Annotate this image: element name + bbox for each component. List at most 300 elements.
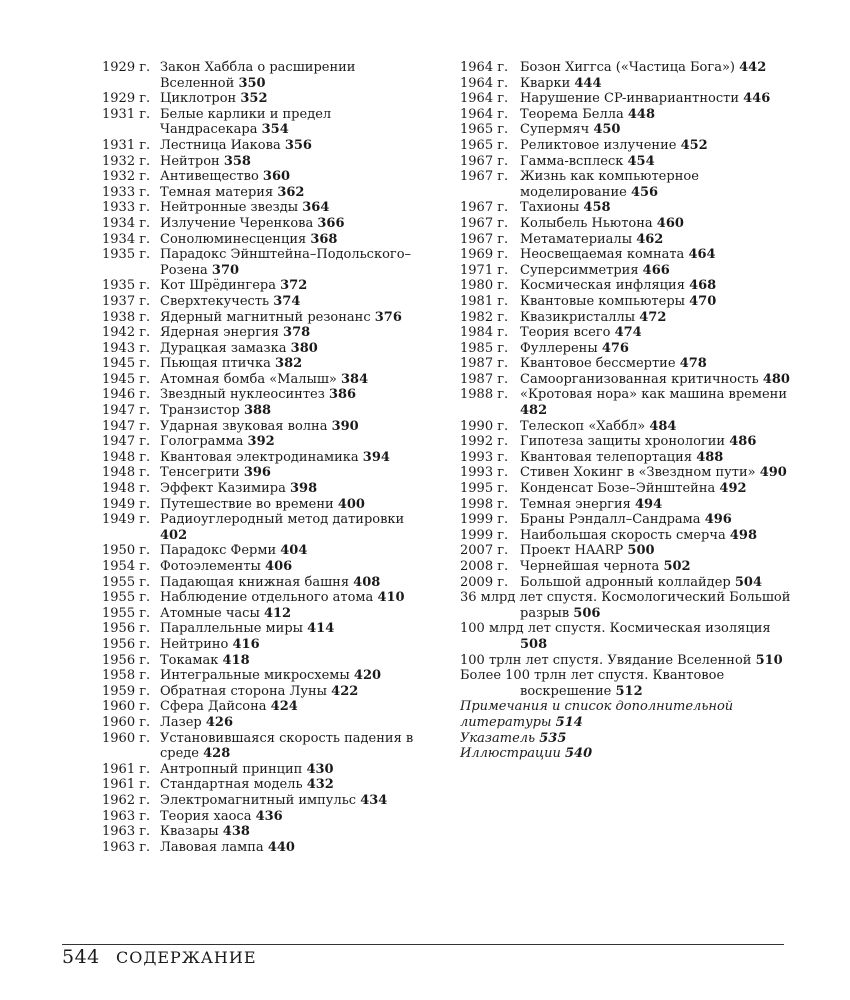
entry-title-text: Антропный принцип: [160, 761, 303, 777]
toc-entry: [460, 465, 800, 481]
entry-page: 376: [374, 309, 402, 325]
entry-page: 414: [307, 621, 335, 637]
entry-title: [160, 419, 432, 435]
entry-title: [520, 200, 800, 216]
toc-entry: [460, 169, 800, 200]
entry-page: 502: [663, 559, 691, 574]
entry-title: [460, 621, 800, 652]
entry-title-text: Супермяч: [520, 122, 590, 138]
toc-entry: [102, 543, 432, 559]
toc-entry: [460, 575, 800, 591]
entry-page: 472: [639, 309, 667, 325]
toc-entry: [460, 450, 800, 466]
entry-year: 1987 г.: [460, 356, 509, 372]
entry-title-text: Самоорганизованная критичность: [520, 371, 759, 387]
entry-title-text: Квазикристаллы: [520, 309, 636, 325]
entry-year: 1981 г.: [460, 293, 509, 309]
entry-page: 428: [203, 746, 231, 762]
entry-title: [160, 731, 432, 762]
entry-year: 1963 г.: [102, 839, 151, 855]
entry-year: 1929 г.: [102, 91, 151, 107]
entry-title: [160, 450, 432, 466]
toc-entry: [460, 653, 800, 669]
entry-year: 1964 г.: [460, 106, 509, 122]
entry-title-text: Путешествие во времени: [160, 496, 334, 512]
entry-year: 1955 г.: [102, 590, 151, 606]
entry-year: 1992 г.: [460, 434, 509, 450]
entry-page: 404: [280, 543, 308, 559]
toc-entry: [460, 232, 800, 248]
toc-entry: [102, 341, 432, 357]
entry-year: 1999 г.: [460, 527, 509, 543]
entry-page: 482: [520, 403, 548, 419]
entry-year: 1985 г.: [460, 340, 509, 356]
entry-title: [160, 777, 432, 793]
entry-year: 1980 г.: [460, 278, 509, 294]
entry-year: 1935 г.: [102, 278, 151, 294]
entry-title-text: «Кротовая нора» как машина времени: [520, 387, 787, 403]
toc-entry: [102, 699, 432, 715]
toc-entry: [460, 76, 800, 92]
entry-title: [520, 91, 800, 107]
entry-year: 1954 г.: [102, 559, 151, 574]
entry-title-text: Квантовые компьютеры: [520, 293, 685, 309]
entry-year: 1967 г.: [460, 200, 509, 216]
toc-entry: [460, 341, 800, 357]
entry-page: 388: [243, 403, 272, 419]
toc-entry: [102, 793, 432, 809]
toc-entry: [460, 60, 800, 76]
entry-page: 366: [317, 215, 345, 231]
entry-title: [160, 543, 432, 559]
toc-entry: [102, 715, 432, 731]
entry-title-text: Эффект Казимира: [160, 481, 286, 497]
entry-title-text: Транзистор: [160, 403, 240, 419]
entry-title: [520, 575, 800, 591]
entry-title-text: Токамак: [160, 652, 219, 668]
entry-year: 1933 г.: [102, 184, 151, 200]
entry-year: 1933 г.: [102, 200, 151, 216]
entry-title: [520, 216, 800, 232]
entry-page: 496: [704, 512, 732, 528]
entry-title-text: Радиоуглеродный метод датировки: [160, 512, 405, 528]
entry-title-text: Теорема Белла: [520, 106, 624, 122]
toc-entry: [460, 543, 800, 559]
entry-page: 396: [243, 465, 271, 481]
entry-title-text: Лестница Иакова: [160, 137, 281, 153]
entry-year: 1949 г.: [102, 496, 151, 512]
footer-rule: [62, 944, 784, 945]
entry-title: [160, 481, 432, 497]
entry-title-text: Наибольшая скорость смерча: [520, 527, 726, 543]
entry-title-text: Квазары: [160, 824, 219, 840]
entry-title-text: Теория всего: [520, 325, 611, 341]
entry-title: [520, 122, 800, 138]
entry-year: 1959 г.: [102, 683, 151, 699]
toc-entry: [460, 247, 800, 263]
entry-title: [160, 200, 432, 216]
toc-entry: [102, 387, 432, 403]
entry-title: [520, 465, 800, 481]
entry-title-text: Большой адронный коллайдер: [520, 574, 731, 590]
toc-entry: [460, 419, 800, 435]
entry-title: [520, 138, 800, 154]
entry-title-text: Неосвещаемая комната: [520, 247, 685, 263]
entry-year: 1958 г.: [102, 668, 151, 684]
toc-entry: [460, 434, 800, 450]
entry-title-text: Дурацкая замазка: [160, 340, 287, 356]
entry-title: [160, 294, 432, 310]
toc-column-left: [102, 60, 432, 855]
toc-entry: [102, 434, 432, 450]
entry-title-text: Парадокс Эйнштейна–Подольского–Розена: [160, 247, 412, 278]
entry-title-text: Атомная бомба «Малыш»: [160, 371, 337, 387]
entry-page: 464: [688, 247, 716, 263]
entry-title: [160, 824, 432, 840]
entry-title: [160, 372, 432, 388]
toc-entry: [460, 559, 800, 575]
entry-title-text: Конденсат Бозе–Эйнштейна: [520, 481, 716, 497]
entry-page: 462: [636, 231, 664, 247]
entry-title: [160, 91, 432, 107]
entry-title-text: 100 млрд лет спустя. Космическая изоляция: [460, 621, 771, 637]
entry-year: 1929 г.: [102, 60, 151, 75]
entry-page: 380: [290, 340, 318, 356]
entry-year: 1956 г.: [102, 652, 151, 668]
toc-entry: [460, 497, 800, 513]
toc-entry: [460, 325, 800, 341]
entry-title: [160, 668, 432, 684]
toc-entry: [460, 294, 800, 310]
entry-page: 474: [614, 325, 642, 341]
entry-title: [160, 310, 432, 326]
entry-title-text: Жизнь как компьютерное моделирование: [520, 169, 699, 200]
entry-page: 540: [564, 746, 593, 762]
toc-entry: [460, 387, 800, 418]
entry-year: 1988 г.: [460, 387, 509, 403]
entry-title: [160, 559, 432, 575]
entry-page: 438: [222, 824, 250, 840]
entry-title-text: Колыбель Ньютона: [520, 215, 653, 231]
entry-year: 1964 г.: [460, 60, 509, 75]
entry-year: 1967 г.: [460, 169, 509, 185]
entry-year: 1964 г.: [460, 91, 509, 107]
entry-year: 1931 г.: [102, 137, 151, 153]
entry-page: 370: [211, 262, 240, 278]
entry-title: [160, 575, 432, 591]
entry-page: 444: [574, 75, 602, 91]
entry-title-text: Нейтрон: [160, 153, 220, 169]
entry-year: 1964 г.: [460, 75, 509, 91]
entry-year: 2008 г.: [460, 559, 509, 574]
entry-title: [160, 809, 432, 825]
entry-title: [520, 325, 800, 341]
entry-year: 1990 г.: [460, 418, 509, 434]
entry-title: [160, 278, 432, 294]
entry-page: 400: [337, 496, 365, 512]
entry-title: [520, 559, 800, 575]
entry-title: [160, 60, 432, 91]
entry-page: 374: [273, 293, 301, 309]
entry-title-text: Лазер: [160, 714, 202, 730]
entry-title: [520, 434, 800, 450]
entry-title: [160, 840, 432, 856]
entry-page: 416: [232, 636, 260, 652]
entry-page: 508: [520, 636, 548, 652]
page-footer: [62, 946, 257, 968]
entry-page: 382: [275, 356, 303, 372]
entry-title-text: Пьющая птичка: [160, 356, 271, 372]
page-number: 544: [62, 946, 100, 968]
toc-entry: [102, 481, 432, 497]
entry-title: [160, 154, 432, 170]
entry-year: 1982 г.: [460, 309, 509, 325]
toc-entry: [460, 356, 800, 372]
entry-year: 1971 г.: [460, 262, 509, 278]
entry-title-text: Обратная сторона Луны: [160, 683, 328, 699]
entry-title-text: Белые карлики и предел Чандрасекара: [160, 106, 332, 138]
entry-page: 448: [627, 106, 655, 122]
toc-entry: [460, 746, 800, 762]
toc-entry: [102, 450, 432, 466]
toc-entry: [460, 263, 800, 279]
toc-entry: [102, 310, 432, 326]
entry-page: 362: [277, 184, 305, 200]
entry-title: [160, 341, 432, 357]
entry-title: [520, 419, 800, 435]
entry-title-text: Телескоп «Хаббл»: [520, 418, 646, 434]
entry-title: [520, 232, 800, 248]
entry-page: 440: [267, 839, 295, 855]
entry-title: [160, 637, 432, 653]
entry-page: 478: [679, 356, 707, 372]
toc-entry: [460, 122, 800, 138]
entry-title-text: Падающая книжная башня: [160, 574, 350, 590]
entry-year: 1948 г.: [102, 449, 151, 465]
entry-page: 360: [262, 169, 291, 185]
toc-entry: [102, 590, 432, 606]
toc-entry: [460, 200, 800, 216]
entry-title: [520, 450, 800, 466]
entry-page: 430: [306, 761, 334, 777]
entry-title-text: Закон Хаббла о расширении Вселенной: [160, 60, 356, 91]
entry-year: 1999 г.: [460, 512, 509, 528]
entry-year: 1961 г.: [102, 761, 151, 777]
entry-page: 392: [247, 434, 275, 450]
entry-page: 510: [755, 652, 783, 668]
entry-year: 1949 г.: [102, 512, 151, 528]
entry-title-text: Тенсегрити: [160, 465, 240, 481]
entry-title-text: Установившаяся скорость падения в среде: [160, 730, 414, 762]
entry-page: 504: [734, 574, 762, 590]
entry-title: [160, 653, 432, 669]
toc-entry: [102, 325, 432, 341]
toc-entry: [102, 777, 432, 793]
entry-year: 1993 г.: [460, 449, 509, 465]
entry-page: 500: [627, 543, 655, 559]
toc-entry: [102, 606, 432, 622]
entry-page: 514: [555, 714, 583, 730]
entry-title-text: 36 млрд лет спустя. Космологический Большой разрыв: [460, 590, 791, 621]
entry-title: [520, 263, 800, 279]
entry-title: [520, 278, 800, 294]
entry-page: 394: [362, 449, 390, 465]
entry-year: 2009 г.: [460, 574, 509, 590]
entry-title: [160, 512, 432, 543]
entry-title: [520, 107, 800, 123]
entry-title: [520, 154, 800, 170]
entry-title-text: Чернейшая чернота: [520, 559, 660, 574]
entry-title-text: Иллюстрации: [460, 746, 561, 762]
entry-title-text: Излучение Черенкова: [160, 215, 314, 231]
toc-entry: [460, 590, 800, 621]
entry-title: [520, 387, 800, 418]
entry-title: [160, 793, 432, 809]
entry-year: 1945 г.: [102, 371, 151, 387]
entry-year: 1942 г.: [102, 325, 151, 341]
entry-title: [460, 590, 800, 621]
toc-entry: [460, 699, 800, 730]
entry-page: 372: [280, 278, 308, 294]
entry-page: 412: [263, 605, 292, 621]
entry-title-text: Стандартная модель: [160, 777, 303, 793]
entry-title-text: Квантовая телепортация: [520, 449, 693, 465]
entry-year: 1963 г.: [102, 808, 151, 824]
entry-page: 466: [642, 262, 670, 278]
toc-entry: [102, 356, 432, 372]
toc-entry: [102, 403, 432, 419]
entry-title-text: Темная энергия: [520, 496, 631, 512]
entry-page: 436: [255, 808, 283, 824]
entry-title: [160, 434, 432, 450]
entry-year: 1969 г.: [460, 247, 509, 263]
toc-entry: [460, 310, 800, 326]
toc-entry: [102, 621, 432, 637]
entry-title-text: Нейтрино: [160, 636, 229, 652]
entry-page: 460: [656, 215, 684, 231]
entry-page: 494: [635, 496, 663, 512]
entry-title: [520, 512, 800, 528]
entry-title: [160, 684, 432, 700]
entry-title: [520, 310, 800, 326]
toc-entry: [460, 731, 800, 747]
entry-title-text: Кот Шрёдингера: [160, 278, 276, 294]
entry-title: [160, 465, 432, 481]
entry-page: 486: [729, 434, 757, 450]
entry-page: 408: [353, 574, 381, 590]
entry-title-text: Реликтовое излучение: [520, 137, 677, 153]
toc-entry: [102, 91, 432, 107]
entry-page: 490: [759, 465, 787, 481]
entry-title: [160, 606, 432, 622]
entry-title: [160, 169, 432, 185]
entry-title: [520, 76, 800, 92]
entry-year: 2007 г.: [460, 543, 509, 559]
entry-title: [520, 481, 800, 497]
entry-title-text: Лавовая лампа: [160, 839, 264, 855]
entry-page: 378: [283, 325, 311, 341]
entry-page: 390: [331, 418, 359, 434]
entry-page: 442: [739, 60, 767, 75]
entry-title: [460, 653, 800, 669]
entry-title-text: Ядерный магнитный резонанс: [160, 309, 371, 325]
entry-page: 406: [265, 559, 293, 574]
toc-entry: [102, 824, 432, 840]
entry-page: 356: [284, 137, 312, 153]
entry-title: [520, 341, 800, 357]
entry-title-text: Циклотрон: [160, 91, 237, 107]
entry-year: 1948 г.: [102, 465, 151, 481]
entry-title-text: Теория хаоса: [160, 808, 252, 824]
entry-title-text: Гамма-всплеск: [520, 153, 624, 169]
entry-year: 1955 г.: [102, 605, 151, 621]
entry-title-text: Нарушение CP-инвариантности: [520, 91, 739, 107]
entry-title-text: Ядерная энергия: [160, 325, 279, 341]
entry-title-text: Квантовая электродинамика: [160, 449, 359, 465]
entry-title-text: Антивещество: [160, 169, 259, 185]
toc-entry: [460, 278, 800, 294]
entry-page: 352: [240, 91, 268, 107]
entry-title: [160, 762, 432, 778]
entry-title: [160, 247, 432, 278]
toc-entry: [102, 668, 432, 684]
toc-entry: [460, 621, 800, 652]
entry-page: 454: [627, 153, 655, 169]
toc-entry: [102, 247, 432, 278]
entry-title: [160, 403, 432, 419]
entry-year: 1995 г.: [460, 481, 509, 497]
entry-page: 506: [573, 605, 601, 621]
entry-page: 386: [328, 387, 357, 403]
toc-entry: [102, 419, 432, 435]
toc-entry: [102, 637, 432, 653]
entry-page: 480: [762, 371, 790, 387]
entry-year: 1967 г.: [460, 231, 509, 247]
entry-title-text: Парадокс Ферми: [160, 543, 277, 559]
entry-page: 420: [353, 668, 382, 684]
entry-title-text: Тахионы: [520, 200, 580, 216]
entry-title-text: Ударная звуковая волна: [160, 418, 328, 434]
entry-title-text: Атомные часы: [160, 605, 260, 621]
entry-title-text: Фотоэлементы: [160, 559, 261, 574]
toc-entry: [102, 138, 432, 154]
entry-title-text: Сонолюминесценция: [160, 231, 307, 247]
entry-page: 476: [601, 340, 629, 356]
entry-title-text: Космическая инфляция: [520, 278, 685, 294]
toc-entry: [102, 232, 432, 248]
entry-title: [520, 497, 800, 513]
toc-entry: [102, 107, 432, 138]
entry-title: [460, 668, 800, 699]
entry-year: 1955 г.: [102, 574, 151, 590]
entry-title-text: Квантовое бессмертие: [520, 356, 676, 372]
entry-title-text: Звездный нуклеосинтез: [160, 387, 325, 403]
entry-title: [520, 356, 800, 372]
entry-title: [460, 731, 800, 747]
entry-title: [520, 169, 800, 200]
entry-page: 512: [615, 683, 643, 699]
entry-year: 1932 г.: [102, 153, 151, 169]
entry-title-text: Проект HAARP: [520, 543, 624, 559]
entry-year: 1965 г.: [460, 137, 509, 153]
entry-page: 470: [689, 293, 717, 309]
toc-entry: [102, 762, 432, 778]
entry-page: 498: [729, 527, 758, 543]
toc-entry: [460, 481, 800, 497]
entry-title-text: Браны Рэндалл–Сандрама: [520, 512, 701, 528]
entry-page: 484: [649, 418, 677, 434]
toc-entry: [102, 809, 432, 825]
